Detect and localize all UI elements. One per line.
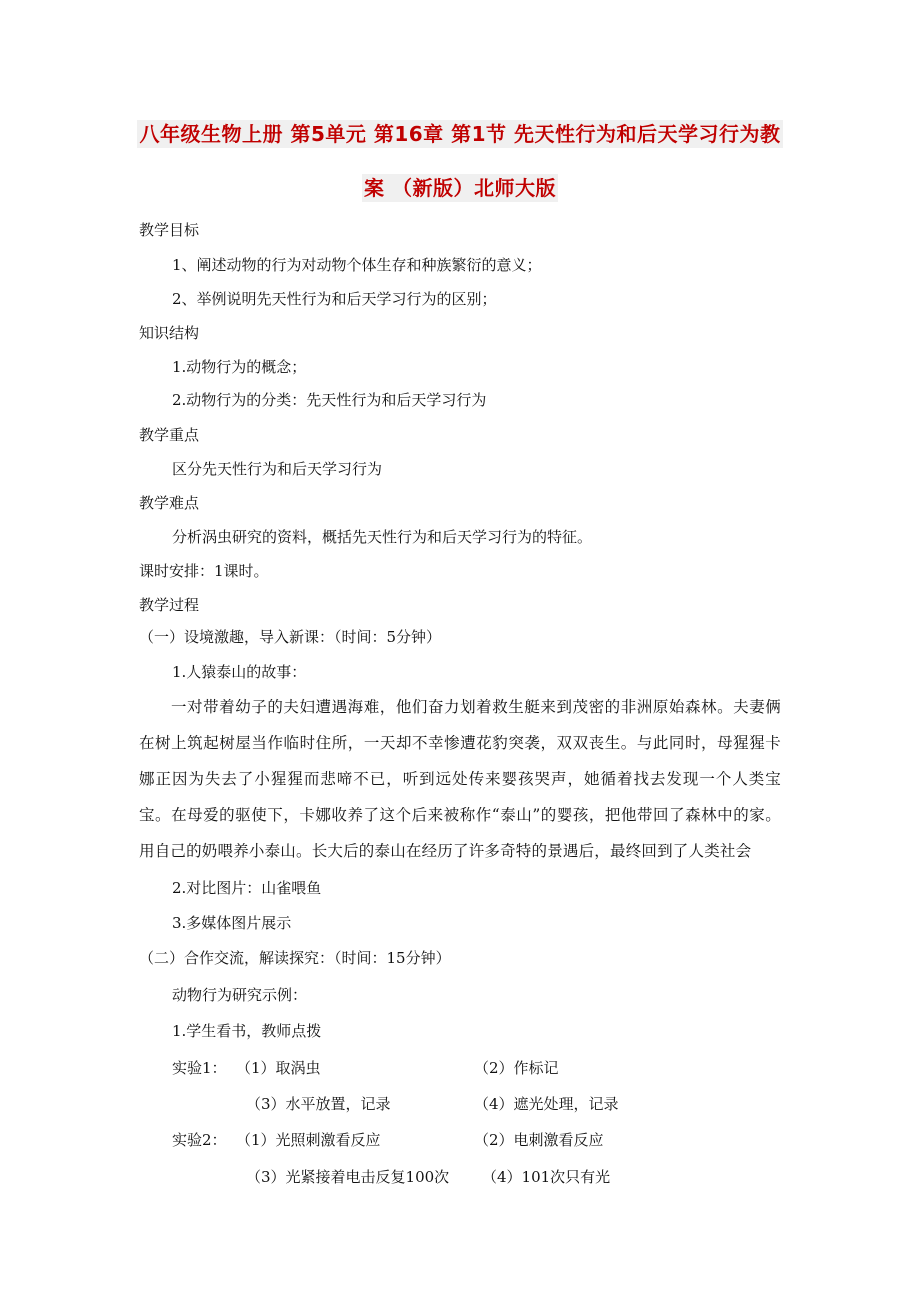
section-item: 动物行为研究示例： [172,986,308,1004]
document-title-line-1: 八年级生物上册 第5单元 第16章 第1节 先天性行为和后天学习行为教 [139,122,781,146]
goals-heading: 教学目标 [139,221,200,239]
process-heading: 教学过程 [139,596,200,614]
knowledge-item: 1.动物行为的概念； [172,358,307,376]
experiment-label: 实验1： [172,1059,227,1077]
experiment-step: （2）电刺激看反应 [474,1131,604,1149]
key-heading: 教学重点 [139,426,200,444]
experiment-step: （3）光紧接着电击反复100次 [246,1168,450,1186]
knowledge-heading: 知识结构 [139,324,200,342]
document-title-line-2: 案 （新版）北师大版 [364,176,556,200]
section-item: 1.学生看书，教师点拨 [172,1022,322,1040]
section-item: 1.人猿泰山的故事： [172,663,307,681]
section-item: 3.多媒体图片展示 [172,914,292,932]
section-heading: （二）合作交流，解读探究：（时间：15分钟） [139,949,451,967]
goal-item: 2、举例说明先天性行为和后天学习行为的区别； [172,290,497,308]
goal-item: 1、阐述动物的行为对动物个体生存和种族繁衍的意义； [172,256,542,274]
experiment-step: （4）101次只有光 [482,1168,611,1186]
key-item: 区分先天性行为和后天学习行为 [172,460,383,478]
experiment-step: （4）遮光处理，记录 [474,1095,619,1113]
experiment-step: （2）作标记 [474,1059,559,1077]
section-item: 2.对比图片：山雀喂鱼 [172,879,322,897]
experiment-label: 实验2： [172,1131,227,1149]
experiment-step: （3）水平放置，记录 [246,1095,391,1113]
schedule-text: 课时安排：1课时。 [139,562,269,580]
experiment-step: （1）光照刺激看反应 [236,1131,381,1149]
experiment-step: （1）取涡虫 [236,1059,321,1077]
knowledge-item: 2.动物行为的分类：先天性行为和后天学习行为 [172,391,487,409]
difficulty-item: 分析涡虫研究的资料，概括先天性行为和后天学习行为的特征。 [172,528,593,546]
section-heading: （一）设境激趣，导入新课：（时间：5分钟） [139,628,442,646]
story-paragraph: 一对带着幼子的夫妇遭遇海难，他们奋力划着救生艇来到茂密的非洲原始森林。夫妻俩在树上筑起树屋当作临时住所，一天却不幸惨遭花豹突袭，双双丧生。与此同时，母猩猩卡娜正因为失去了小猩猩而悲啼不已，听到远处传来婴孩哭声，她循着找去发现一个人类宝宝。在母爱的驱使下，卡娜收养了这个后来被称作“泰山”的婴孩，把他带回了森林中的家。用自己的奶喂养小泰山。长大后的泰山在经历了许多奇特的景遇后，最终回到了人类社会 [139,698,781,860]
difficulty-heading: 教学难点 [139,494,200,512]
